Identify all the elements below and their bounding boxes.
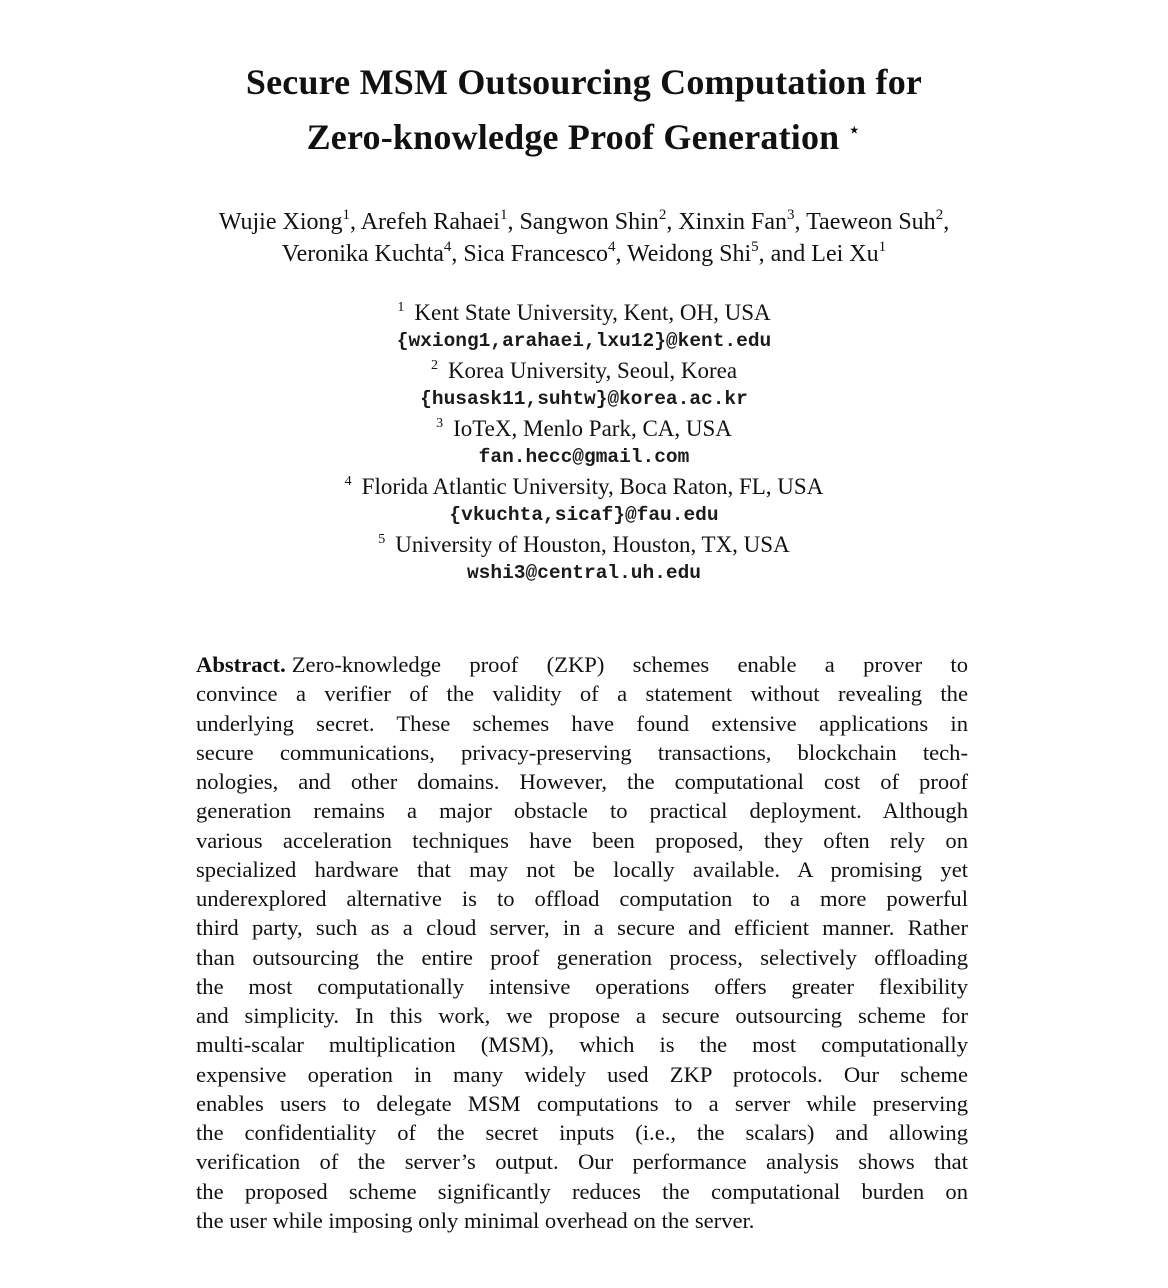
author-separator: , and: [758, 241, 812, 267]
affiliation-institution: [0, 356, 1168, 385]
author-name: Arefeh Rahaei: [360, 209, 500, 235]
affiliation-institution-text: Korea University, Seoul, Korea: [447, 358, 738, 383]
affiliation-email[interactable]: fan.hecc@gmail.com: [478, 446, 690, 468]
abstract-line: underlying secret. These schemes have found extensive applications in: [196, 710, 968, 736]
abstract-line: the user while imposing only minimal overhead on the server.: [196, 1207, 755, 1233]
author-name: Xinxin Fan: [678, 209, 787, 235]
affiliation-institution-text: Florida Atlantic University, Boca Raton, FL, USA: [361, 474, 824, 499]
affiliation-email[interactable]: {husask11,suhtw}@korea.ac.kr: [420, 388, 748, 410]
title-line-2-text: Zero-knowledge Proof Generation: [306, 117, 840, 157]
abstract-line: expensive operation in many widely used ZKP protocols. Our scheme: [196, 1061, 968, 1087]
affiliation-number: 1: [397, 300, 405, 315]
abstract-line: enables users to delegate MSM computations to a server while preserving: [196, 1090, 968, 1116]
affiliation-institution: [0, 530, 1168, 559]
abstract-line: various acceleration techniques have been proposed, they often rely on: [196, 827, 968, 853]
author-affiliation-marker[interactable]: 4: [607, 239, 616, 255]
author-separator: ,: [794, 209, 807, 235]
abstract-line: third party, such as a cloud server, in a secure and efficient manner. Rather: [196, 915, 968, 941]
abstract-line: and simplicity. In this work, we propose a secure outsourcing scheme for: [196, 1003, 968, 1028]
affiliation-institution-text: IoTeX, Menlo Park, CA, USA: [453, 416, 732, 441]
abstract: [196, 650, 968, 1235]
author-separator: ,: [666, 209, 679, 235]
affiliation-institution: [0, 414, 1168, 443]
abstract-line: multi-scalar multiplication (MSM), which is the most computationally: [196, 1032, 968, 1058]
author-name: Wujie Xiong: [218, 209, 343, 235]
author-name: Sangwon Shin: [519, 209, 659, 235]
affiliation-number: 5: [378, 532, 386, 547]
title-line-1: Secure MSM Outsourcing Computation for: [245, 62, 923, 102]
author-affiliation-marker[interactable]: 5: [751, 239, 759, 255]
title-line-2: [0, 106, 1168, 161]
abstract-line: than outsourcing the entire proof generation process, selectively offloading: [196, 944, 968, 970]
abstract-line: the confidentiality of the secret inputs (i.e., the scalars) and allowing: [196, 1120, 968, 1145]
abstract-line: specialized hardware that may not be locally available. A promising yet: [196, 856, 968, 882]
author-affiliation-marker[interactable]: 2: [658, 207, 667, 223]
author-name: Taeweon Suh: [806, 209, 936, 235]
author-list: [0, 206, 1168, 270]
abstract-line: underexplored alternative is to offload computation to a more powerful: [196, 886, 968, 911]
abstract-line: convince a verifier of the validity of a statement without revealing the: [196, 681, 968, 707]
affiliation-number: 2: [430, 358, 438, 373]
author-affiliation-marker[interactable]: 1: [878, 239, 887, 255]
author-affiliation-marker[interactable]: 3: [786, 207, 795, 223]
abstract-line-text: Zero-knowledge proof (ZKP) schemes enable a prover to: [291, 652, 968, 677]
author-affiliation-marker[interactable]: 4: [443, 239, 452, 255]
author-affiliation-marker[interactable]: 1: [342, 207, 350, 223]
abstract-line: the proposed scheme significantly reduces the computational burden on: [196, 1178, 968, 1204]
author-name: Veronika Kuchta: [281, 241, 444, 267]
abstract-line: the most computationally intensive operations offers greater flexibility: [196, 973, 968, 999]
title-footnote-star-icon[interactable]: ⋆: [847, 117, 862, 142]
abstract-line: generation remains a major obstacle to practical deployment. Although: [196, 798, 968, 824]
abstract-line: nologies, and other domains. However, the computational cost of proof: [196, 769, 968, 794]
affiliation-email[interactable]: wshi3@central.uh.edu: [466, 562, 702, 584]
affiliation-number: 4: [344, 474, 352, 489]
abstract-line: verification of the server’s output. Our performance analysis shows that: [196, 1149, 968, 1175]
affiliation-institution-text: University of Houston, Houston, TX, USA: [395, 532, 790, 557]
affiliation-number: 3: [436, 416, 444, 431]
paper-title: [0, 58, 1168, 161]
author-affiliation-marker[interactable]: 1: [499, 207, 508, 223]
affiliation-institution-text: Kent State University, Kent, OH, USA: [414, 300, 771, 325]
abstract-line: secure communications, privacy-preserving transactions, blockchain tech-: [196, 739, 968, 765]
author-affiliation-marker[interactable]: 2: [935, 207, 944, 223]
affiliation-email[interactable]: {vkuchta,sicaf}@fau.edu: [449, 504, 719, 526]
author-separator: ,: [943, 209, 950, 235]
affiliation-institution: [0, 472, 1168, 501]
author-row: [0, 238, 1168, 270]
author-separator: ,: [507, 209, 520, 235]
abstract-line: [196, 650, 968, 679]
author-name: Sica Francesco: [463, 241, 608, 267]
affiliation-institution: [0, 298, 1168, 327]
author-row: [0, 206, 1168, 238]
author-separator: ,: [615, 241, 628, 267]
abstract-label: Abstract.: [196, 652, 286, 677]
author-name: Lei Xu: [811, 241, 879, 267]
author-separator: ,: [350, 209, 361, 235]
affiliation-email[interactable]: {wxiong1,arahaei,lxu12}@kent.edu: [396, 330, 772, 352]
author-name: Weidong Shi: [627, 241, 752, 267]
author-separator: ,: [451, 241, 464, 267]
affiliation-list: [0, 298, 1168, 588]
